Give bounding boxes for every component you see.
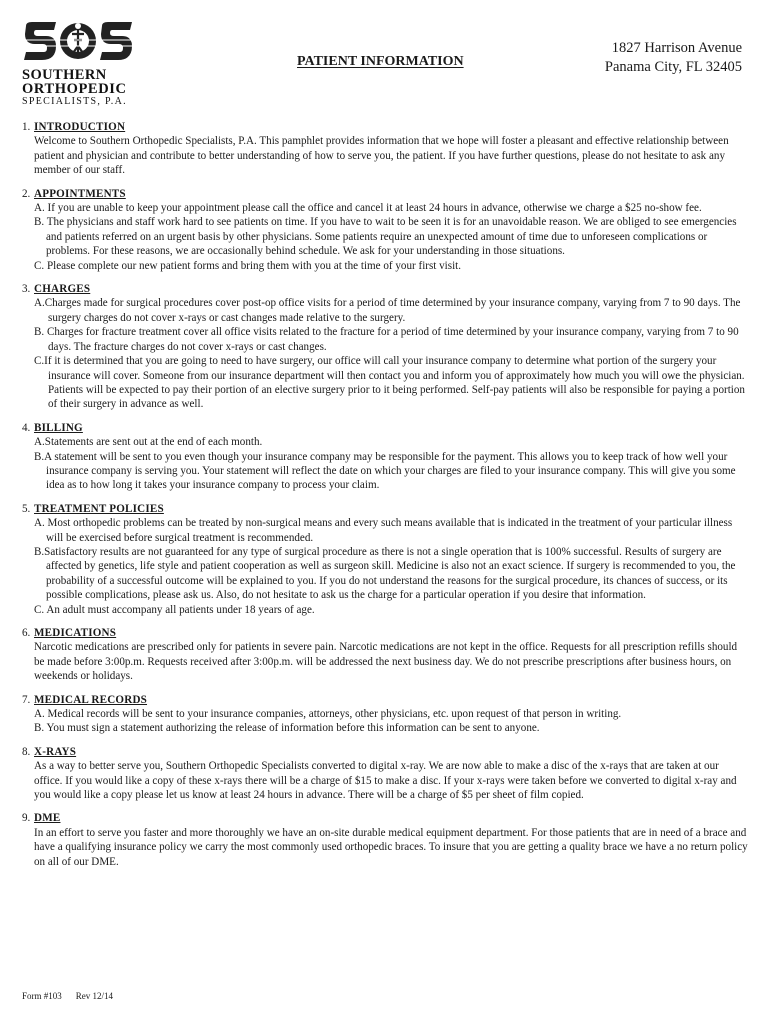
document-body bbox=[22, 120, 748, 878]
logo-text-southern: SOUTHERN bbox=[22, 67, 107, 83]
section-title: INTRODUCTION bbox=[34, 121, 126, 133]
section-appointments bbox=[22, 187, 748, 273]
section-title: DME bbox=[34, 812, 61, 825]
list-item: C. An adult must accompany all patients under 18 years of age. bbox=[34, 603, 315, 616]
section-number: 8. bbox=[22, 745, 31, 758]
page-title: PATIENT INFORMATION bbox=[297, 54, 464, 69]
address-street: 1827 Harrison Avenue bbox=[611, 40, 742, 56]
section-number: 2. bbox=[22, 187, 31, 200]
sos-logo-icon bbox=[22, 20, 134, 66]
section-title: TREATMENT POLICIES bbox=[34, 502, 164, 515]
section-paragraph: As a way to better serve you, Southern Orthopedic Specialists converted to digital x-ray. We are now able to make a disc of the x-rays that are taken at our office. If you would like a copy of these x-rays there will be a charge of $15 to make a disc. If your x-rays were taken before we converted to digital x-ray and you would like a copy please let us know at least 24 hours in advance. There will be a charge of $5 per sheet of film copied. bbox=[34, 760, 737, 802]
section-number: 6. bbox=[22, 627, 31, 639]
company-logo bbox=[22, 20, 134, 112]
section-title: MEDICATIONS bbox=[34, 627, 117, 639]
section-paragraph: In an effort to serve you faster and more thoroughly we have an on-site durable medical equipment department. For those patients that are in need of a brace and have a qualifying insurance policy we carry the most commonly used orthopedic braces. To insure that you are getting a quality brace we have a no return policy on all of our DME. bbox=[34, 826, 748, 868]
section-number: 1. bbox=[22, 121, 31, 133]
section-title: MEDICAL RECORDS bbox=[34, 693, 148, 706]
section-number: 9. bbox=[22, 812, 31, 825]
logo-text-specialists: SPECIALISTS, P.A. bbox=[22, 96, 127, 107]
list-item: A.Charges made for surgical procedures cover post-op office visits for a period of time determined by your insurance company, varying from 7 to 90 days. The surgery charges do not cover x-rays or cast changes made relative to the surgery. bbox=[34, 297, 741, 324]
list-item: B. You must sign a statement authorizing the release of information before this information can be sent to anyone. bbox=[34, 722, 540, 735]
section-number: 4. bbox=[22, 421, 31, 434]
section-title: CHARGES bbox=[34, 283, 91, 296]
section-treatment-policies bbox=[22, 502, 748, 617]
section-title: BILLING bbox=[34, 421, 83, 434]
list-item: B. Charges for fracture treatment cover all office visits related to the fracture for a period of time determined by your insurance company, varying from 7 to 90 days. The fracture charges do not cover x-rays or cast changes. bbox=[34, 326, 739, 353]
list-item: B. The physicians and staff work hard to see patients on time. If you have to wait to be seen it is for an unavoidable reason. We are obliged to see emergencies and patients referred on an urgent basis by other physicians. Some patients require an unexpected amount of time due to unforeseen complications or problems. For these reasons, we are occasionally behind schedule. We ask for your understanding in those situations. bbox=[34, 216, 737, 258]
section-charges bbox=[22, 282, 748, 412]
list-item: B.Satisfactory results are not guaranteed for any type of surgical procedure as there is not a single operation that is 100% successful. Results of surgery are affected by genetics, life style and patient cooperation as well as surgeon skill. Medicine is also not an exact science. If surgery is recommended to you, the probability of a successful outcome will be explained to you. If you do not understand the reasons for the surgical procedure, its chances of success, or its possible complications, please ask us. Also, do not hesitate to ask us the charge for a particular operation if you desire that information. bbox=[34, 545, 736, 602]
form-number: Form #103 bbox=[22, 991, 62, 1001]
list-item: A. Medical records will be sent to your insurance companies, attorneys, other physicians, etc. upon request of that person in writing. bbox=[34, 708, 622, 721]
section-x-rays bbox=[22, 745, 748, 803]
address-city: Panama City, FL 32405 bbox=[604, 59, 742, 75]
list-item: A. If you are unable to keep your appointment please call the office and cancel it at least 24 hours in advance, otherwise we charge a $25 no-show fee. bbox=[34, 202, 702, 215]
list-item: A. Most orthopedic problems can be treated by non-surgical means and every such means available that is indicated in the treatment of your particular illness will be exercised before surgical treatment is recommended. bbox=[34, 517, 733, 544]
section-number: 3. bbox=[22, 283, 31, 296]
section-title: X-RAYS bbox=[34, 745, 77, 758]
section-paragraph: Welcome to Southern Orthopedic Specialists, P.A. This pamphlet provides information that we hope will foster a pleasant and effective relationship between patient and physician and contribute to better understanding of how to serve you, the patient. If you have further questions, please do not hesitate to ask any member of our staff. bbox=[34, 135, 729, 177]
section-number: 7. bbox=[22, 693, 31, 706]
section-paragraph: Narcotic medications are prescribed only for patients in severe pain. Narcotic medications are not kept in the office. Requests for all prescription refills should be made before 3:00p.m. Requests received after 3:00p.m. will be addressed the next business day. We do not prescribe prescriptions after business hours, on weekends or holidays. bbox=[34, 641, 738, 683]
section-medications bbox=[22, 626, 748, 684]
form-footer bbox=[22, 991, 127, 1001]
list-item: A.Statements are sent out at the end of each month. bbox=[34, 436, 263, 449]
form-revision: Rev 12/14 bbox=[75, 991, 114, 1001]
list-item: B.A statement will be sent to you even though your insurance company may be responsible for the payment. This allows you to keep track of how well your insurance company is serving you. Your statement will reflect the date on which your charges are filed to your insurance company. This will give you some idea as to how long it takes your insurance company to process your claim. bbox=[34, 450, 736, 492]
section-number: 5. bbox=[22, 502, 31, 515]
section-title: APPOINTMENTS bbox=[34, 187, 126, 200]
section-medical-records bbox=[22, 693, 748, 736]
section-billing bbox=[22, 421, 748, 493]
logo-text-orthopedic: ORTHOPEDIC bbox=[22, 81, 127, 97]
section-introduction bbox=[22, 120, 748, 178]
list-item: C. Please complete our new patient forms and bring them with you at the time of your first visit. bbox=[34, 259, 462, 272]
list-item: C.If it is determined that you are going to need to have surgery, our office will call your insurance company to determine what portion of the surgery your insurance will cover. Someone from our insurance department will then contact you and inform you of approximately how much you will owe the physician. Patients will be expected to pay their portion of an elective surgery prior to it being performed. Self-pay patients will also be responsible for paying a portion of their surgery in advance as well. bbox=[34, 355, 745, 411]
office-address bbox=[605, 39, 742, 77]
section-dme bbox=[22, 811, 748, 869]
